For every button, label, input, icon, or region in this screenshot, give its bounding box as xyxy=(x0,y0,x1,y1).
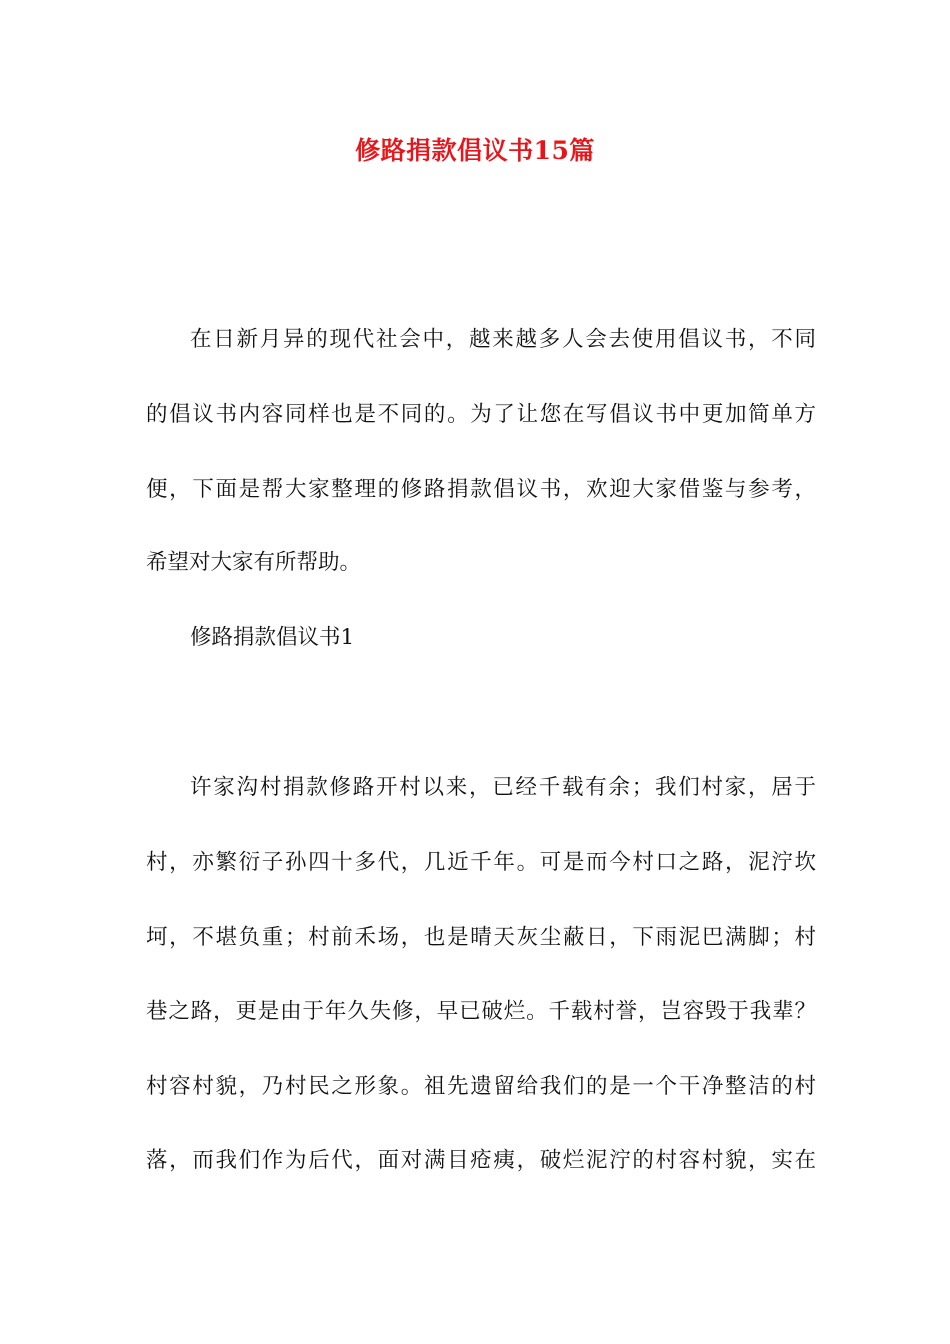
paragraph-line: 的倡议书内容同样也是不同的。为了让您在写倡议书中更加简单方 xyxy=(146,402,816,427)
paragraph-line: 村容村貌，乃村民之形象。祖先遗留给我们的是一个干净整洁的村 xyxy=(146,1074,816,1099)
section-heading: 修路捐款倡议书1 xyxy=(190,625,355,650)
paragraph-line: 村，亦繁衍子孙四十多代，几近千年。可是而今村口之路，泥泞坎 xyxy=(146,850,816,875)
paragraph-line: 在日新月异的现代社会中，越来越多人会去使用倡议书，不同 xyxy=(190,327,816,352)
paragraph-line: 许家沟村捐款修路开村以来，已经千载有余；我们村家，居于 xyxy=(190,775,816,800)
paragraph-line: 巷之路，更是由于年久失修，早已破烂。千载村誉，岂容毁于我辈？ xyxy=(146,999,816,1024)
paragraph-line: 坷，不堪负重；村前禾场，也是晴天灰尘蔽日，下雨泥巴满脚；村 xyxy=(146,925,816,950)
paragraph-line: 便，下面是帮大家整理的修路捐款倡议书，欢迎大家借鉴与参考， xyxy=(146,477,816,502)
paragraph-line: 希望对大家有所帮助。 xyxy=(146,550,362,575)
document-title: 修路捐款倡议书15篇 xyxy=(355,136,595,165)
paragraph-line: 落，而我们作为后代，面对满目疮痍，破烂泥泞的村容村貌，实在 xyxy=(146,1148,816,1173)
